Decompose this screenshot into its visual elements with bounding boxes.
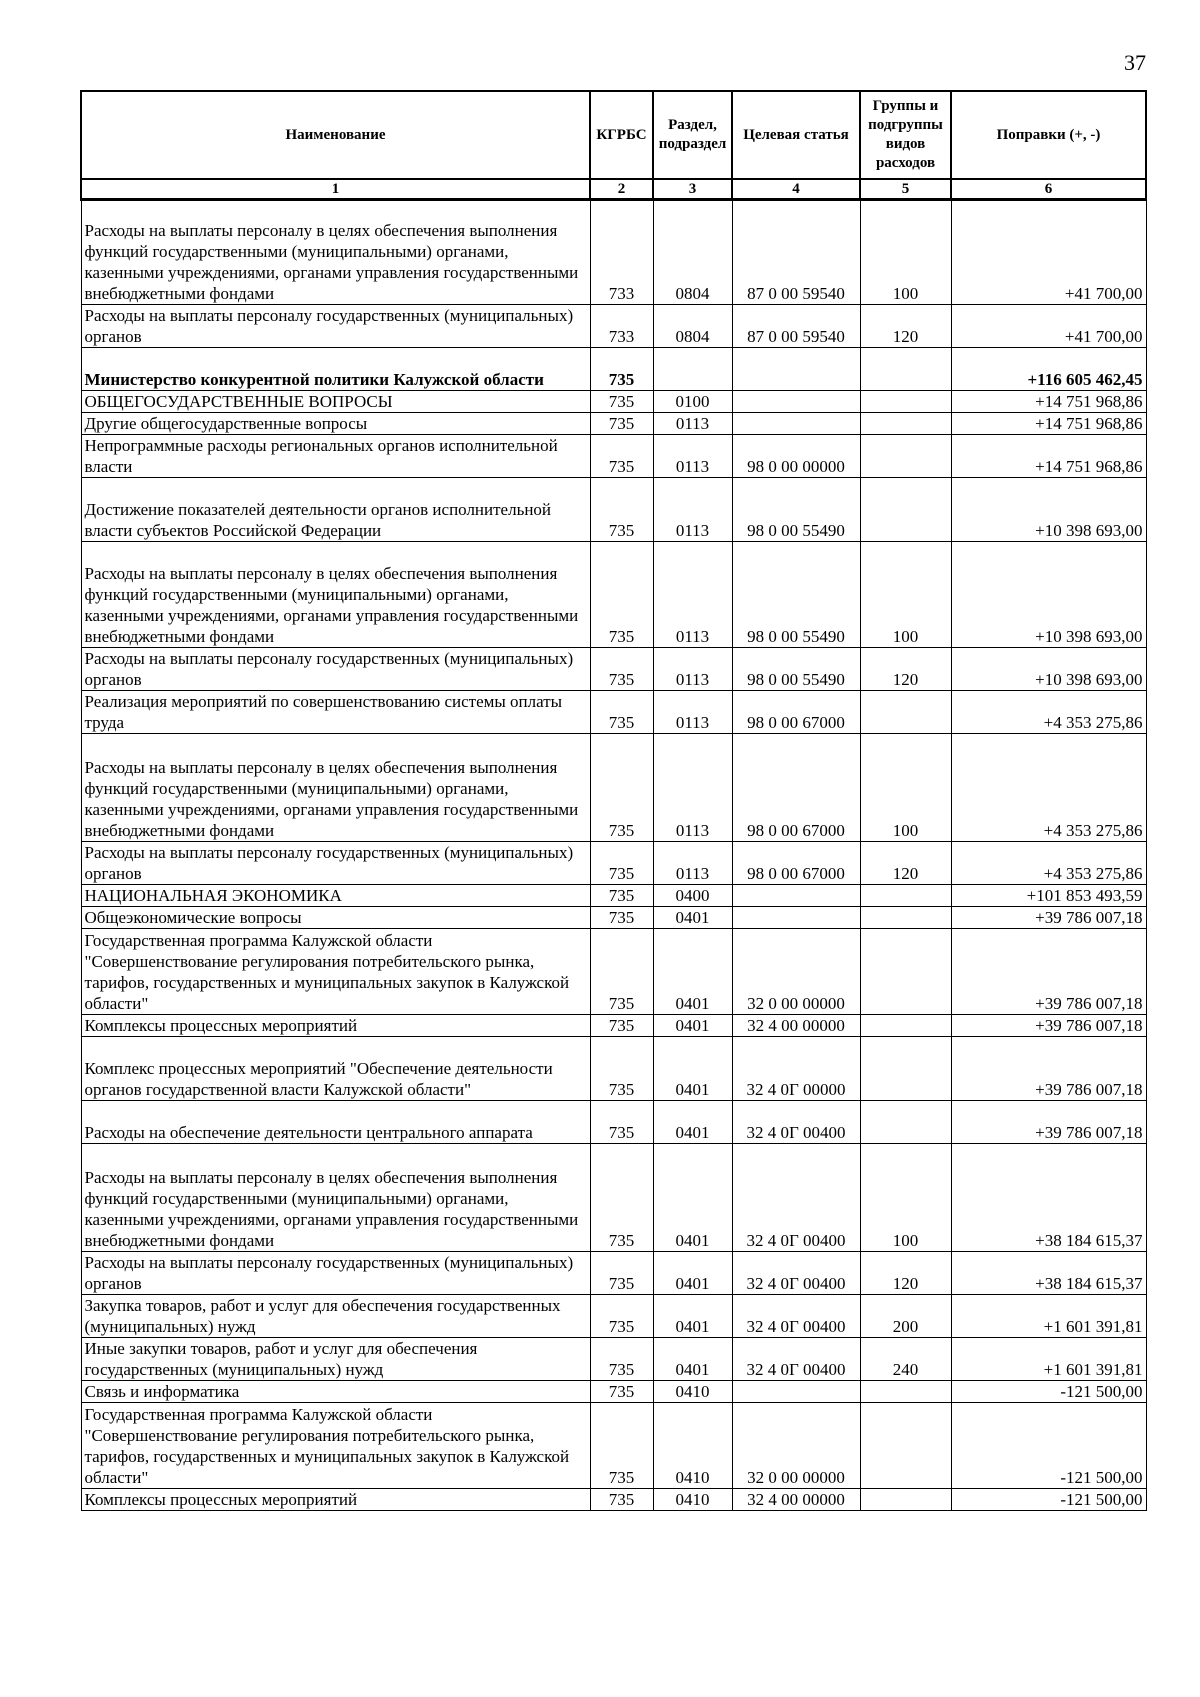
header-celevaya: Целевая статья — [732, 91, 860, 179]
budget-table — [80, 90, 1147, 1511]
cell-celevaya: 32 4 0Г 00400 — [732, 1101, 860, 1144]
cell-group — [860, 885, 951, 907]
cell-celevaya: 32 4 0Г 00400 — [732, 1144, 860, 1252]
cell-popravki: +14 751 968,86 — [951, 435, 1146, 478]
header-name: Наименование — [81, 91, 590, 179]
cell-kgrbs: 735 — [590, 1338, 653, 1381]
cell-name: Расходы на выплаты персоналу в целях обеспечения выполнения функций государственными (муниципальными) органами, казенными учреждениями, органами управления государственными внебюджетными фондами — [81, 734, 590, 842]
cell-kgrbs: 733 — [590, 305, 653, 348]
cell-razdel: 0401 — [653, 1252, 732, 1295]
table-row — [81, 542, 1146, 648]
cell-razdel: 0400 — [653, 885, 732, 907]
cell-celevaya: 98 0 00 67000 — [732, 734, 860, 842]
cell-razdel: 0401 — [653, 929, 732, 1015]
cell-popravki: +39 786 007,18 — [951, 929, 1146, 1015]
cell-celevaya — [732, 1381, 860, 1403]
cell-razdel: 0113 — [653, 648, 732, 691]
cell-group: 200 — [860, 1295, 951, 1338]
cell-name: Общеэкономические вопросы — [81, 907, 590, 929]
cell-popravki: +116 605 462,45 — [951, 348, 1146, 391]
table-row — [81, 1489, 1146, 1511]
header-razdel: Раздел, подраздел — [653, 91, 732, 179]
cell-name: Реализация мероприятий по совершенствованию системы оплаты труда — [81, 691, 590, 734]
cell-name: Расходы на выплаты персоналу государственных (муниципальных) органов — [81, 842, 590, 885]
cell-kgrbs: 735 — [590, 478, 653, 542]
cell-popravki: +41 700,00 — [951, 200, 1146, 305]
cell-celevaya: 98 0 00 67000 — [732, 842, 860, 885]
cell-group — [860, 929, 951, 1015]
cell-popravki: +4 353 275,86 — [951, 734, 1146, 842]
cell-kgrbs: 735 — [590, 885, 653, 907]
cell-razdel: 0100 — [653, 391, 732, 413]
cell-group — [860, 348, 951, 391]
cell-popravki: +14 751 968,86 — [951, 413, 1146, 435]
cell-name: Комплексы процессных мероприятий — [81, 1015, 590, 1037]
cell-name: Иные закупки товаров, работ и услуг для обеспечения государственных (муниципальных) нужд — [81, 1338, 590, 1381]
cell-group — [860, 1101, 951, 1144]
cell-group — [860, 391, 951, 413]
cell-popravki: +39 786 007,18 — [951, 1037, 1146, 1101]
cell-group: 240 — [860, 1338, 951, 1381]
cell-name: Другие общегосударственные вопросы — [81, 413, 590, 435]
cell-popravki: +1 601 391,81 — [951, 1295, 1146, 1338]
table-row — [81, 734, 1146, 842]
cell-group: 100 — [860, 542, 951, 648]
cell-celevaya: 98 0 00 55490 — [732, 478, 860, 542]
cell-kgrbs: 735 — [590, 1381, 653, 1403]
cell-razdel — [653, 348, 732, 391]
table-row — [81, 648, 1146, 691]
cell-kgrbs: 735 — [590, 1101, 653, 1144]
cell-group — [860, 435, 951, 478]
column-number: 3 — [653, 179, 732, 200]
cell-name: Связь и информатика — [81, 1381, 590, 1403]
cell-razdel: 0401 — [653, 1037, 732, 1101]
cell-razdel: 0401 — [653, 1101, 732, 1144]
column-number: 2 — [590, 179, 653, 200]
cell-popravki: -121 500,00 — [951, 1489, 1146, 1511]
cell-name: Расходы на выплаты персоналу в целях обеспечения выполнения функций государственными (муниципальными) органами, казенными учреждениями, органами управления государственными внебюджетными фондами — [81, 200, 590, 305]
cell-razdel: 0113 — [653, 691, 732, 734]
cell-kgrbs: 735 — [590, 1295, 653, 1338]
table-row — [81, 1015, 1146, 1037]
cell-kgrbs: 735 — [590, 1015, 653, 1037]
cell-razdel: 0401 — [653, 1015, 732, 1037]
column-number-row — [81, 179, 1146, 200]
cell-name: Расходы на выплаты персоналу государственных (муниципальных) органов — [81, 305, 590, 348]
cell-razdel: 0113 — [653, 413, 732, 435]
column-number: 1 — [81, 179, 590, 200]
cell-razdel: 0804 — [653, 305, 732, 348]
cell-group: 100 — [860, 200, 951, 305]
cell-kgrbs: 735 — [590, 734, 653, 842]
cell-kgrbs: 735 — [590, 1489, 653, 1511]
table-row — [81, 1295, 1146, 1338]
cell-name: Достижение показателей деятельности органов исполнительной власти субъектов Российской Федерации — [81, 478, 590, 542]
table-row — [81, 1338, 1146, 1381]
table-row — [81, 435, 1146, 478]
cell-popravki: +39 786 007,18 — [951, 907, 1146, 929]
cell-popravki: +10 398 693,00 — [951, 648, 1146, 691]
cell-kgrbs: 735 — [590, 542, 653, 648]
cell-kgrbs: 733 — [590, 200, 653, 305]
cell-group — [860, 907, 951, 929]
cell-popravki: +4 353 275,86 — [951, 691, 1146, 734]
table-row — [81, 885, 1146, 907]
table-row — [81, 1381, 1146, 1403]
cell-razdel: 0401 — [653, 1144, 732, 1252]
cell-celevaya: 87 0 00 59540 — [732, 305, 860, 348]
cell-kgrbs: 735 — [590, 648, 653, 691]
header-row — [81, 91, 1146, 179]
cell-name: Расходы на выплаты персоналу государственных (муниципальных) органов — [81, 1252, 590, 1295]
cell-kgrbs: 735 — [590, 929, 653, 1015]
cell-razdel: 0410 — [653, 1489, 732, 1511]
cell-group — [860, 478, 951, 542]
table-body — [81, 200, 1146, 1511]
cell-name: Министерство конкурентной политики Калужской области — [81, 348, 590, 391]
cell-kgrbs: 735 — [590, 435, 653, 478]
table-row — [81, 1403, 1146, 1489]
cell-kgrbs: 735 — [590, 413, 653, 435]
cell-celevaya: 98 0 00 55490 — [732, 542, 860, 648]
cell-celevaya: 32 4 0Г 00000 — [732, 1037, 860, 1101]
table-row — [81, 200, 1146, 305]
cell-razdel: 0113 — [653, 842, 732, 885]
table-row — [81, 1144, 1146, 1252]
cell-kgrbs: 735 — [590, 907, 653, 929]
table-row — [81, 929, 1146, 1015]
table-row — [81, 348, 1146, 391]
cell-celevaya — [732, 907, 860, 929]
cell-celevaya: 98 0 00 67000 — [732, 691, 860, 734]
cell-name: Закупка товаров, работ и услуг для обеспечения государственных (муниципальных) нужд — [81, 1295, 590, 1338]
cell-name: Комплексы процессных мероприятий — [81, 1489, 590, 1511]
cell-popravki: +14 751 968,86 — [951, 391, 1146, 413]
table-row — [81, 391, 1146, 413]
cell-popravki: +4 353 275,86 — [951, 842, 1146, 885]
table-row — [81, 305, 1146, 348]
cell-popravki: +10 398 693,00 — [951, 542, 1146, 648]
cell-group: 120 — [860, 305, 951, 348]
column-number: 6 — [951, 179, 1146, 200]
cell-kgrbs: 735 — [590, 1252, 653, 1295]
cell-group — [860, 691, 951, 734]
cell-razdel: 0410 — [653, 1403, 732, 1489]
cell-popravki: +41 700,00 — [951, 305, 1146, 348]
cell-popravki: +38 184 615,37 — [951, 1252, 1146, 1295]
cell-kgrbs: 735 — [590, 1144, 653, 1252]
header-popravki: Поправки (+, -) — [951, 91, 1146, 179]
cell-kgrbs: 735 — [590, 1403, 653, 1489]
cell-razdel: 0113 — [653, 542, 732, 648]
cell-group: 100 — [860, 734, 951, 842]
cell-razdel: 0113 — [653, 734, 732, 842]
cell-celevaya — [732, 413, 860, 435]
cell-group — [860, 1381, 951, 1403]
cell-celevaya: 98 0 00 00000 — [732, 435, 860, 478]
cell-kgrbs: 735 — [590, 1037, 653, 1101]
cell-razdel: 0401 — [653, 1295, 732, 1338]
cell-celevaya — [732, 885, 860, 907]
cell-celevaya: 87 0 00 59540 — [732, 200, 860, 305]
cell-popravki: +39 786 007,18 — [951, 1015, 1146, 1037]
cell-group — [860, 1403, 951, 1489]
cell-name: Непрограммные расходы региональных органов исполнительной власти — [81, 435, 590, 478]
cell-kgrbs: 735 — [590, 691, 653, 734]
header-kgrbs: КГРБС — [590, 91, 653, 179]
cell-razdel: 0113 — [653, 435, 732, 478]
cell-group — [860, 1489, 951, 1511]
cell-celevaya: 32 4 0Г 00400 — [732, 1338, 860, 1381]
cell-name: Расходы на выплаты персоналу государственных (муниципальных) органов — [81, 648, 590, 691]
cell-kgrbs: 735 — [590, 348, 653, 391]
table-row — [81, 1101, 1146, 1144]
cell-group — [860, 1015, 951, 1037]
cell-name: ОБЩЕГОСУДАРСТВЕННЫЕ ВОПРОСЫ — [81, 391, 590, 413]
cell-group: 120 — [860, 842, 951, 885]
cell-popravki: -121 500,00 — [951, 1403, 1146, 1489]
cell-razdel: 0113 — [653, 478, 732, 542]
table-row — [81, 842, 1146, 885]
cell-celevaya: 32 4 0Г 00400 — [732, 1252, 860, 1295]
cell-popravki: +10 398 693,00 — [951, 478, 1146, 542]
cell-popravki: +101 853 493,59 — [951, 885, 1146, 907]
cell-group: 120 — [860, 648, 951, 691]
cell-celevaya — [732, 348, 860, 391]
cell-razdel: 0804 — [653, 200, 732, 305]
cell-celevaya: 32 0 00 00000 — [732, 929, 860, 1015]
cell-name: Расходы на выплаты персоналу в целях обеспечения выполнения функций государственными (муниципальными) органами, казенными учреждениями, органами управления государственными внебюджетными фондами — [81, 542, 590, 648]
page-number: 37 — [1124, 50, 1146, 75]
column-number: 4 — [732, 179, 860, 200]
cell-name: Комплекс процессных мероприятий "Обеспечение деятельности органов государственной власти Калужской области" — [81, 1037, 590, 1101]
cell-popravki: +1 601 391,81 — [951, 1338, 1146, 1381]
cell-celevaya: 32 4 00 00000 — [732, 1489, 860, 1511]
cell-popravki: -121 500,00 — [951, 1381, 1146, 1403]
cell-name: НАЦИОНАЛЬНАЯ ЭКОНОМИКА — [81, 885, 590, 907]
cell-celevaya: 32 4 0Г 00400 — [732, 1295, 860, 1338]
cell-group: 120 — [860, 1252, 951, 1295]
cell-razdel: 0401 — [653, 907, 732, 929]
cell-razdel: 0401 — [653, 1338, 732, 1381]
cell-group — [860, 413, 951, 435]
table-row — [81, 478, 1146, 542]
table-row — [81, 1037, 1146, 1101]
cell-name: Государственная программа Калужской области "Совершенствование регулирования потребительского рынка, тарифов, государственных и муниципальных закупок в Калужской области" — [81, 1403, 590, 1489]
cell-kgrbs: 735 — [590, 842, 653, 885]
cell-celevaya: 32 4 00 00000 — [732, 1015, 860, 1037]
cell-group: 100 — [860, 1144, 951, 1252]
cell-razdel: 0410 — [653, 1381, 732, 1403]
cell-name: Расходы на обеспечение деятельности центрального аппарата — [81, 1101, 590, 1144]
cell-popravki: +39 786 007,18 — [951, 1101, 1146, 1144]
column-number: 5 — [860, 179, 951, 200]
table-row — [81, 413, 1146, 435]
cell-celevaya — [732, 391, 860, 413]
cell-name: Государственная программа Калужской области "Совершенствование регулирования потребительского рынка, тарифов, государственных и муниципальных закупок в Калужской области" — [81, 929, 590, 1015]
cell-celevaya: 98 0 00 55490 — [732, 648, 860, 691]
table-row — [81, 907, 1146, 929]
header-group: Группы и подгруппы видов расходов — [860, 91, 951, 179]
cell-group — [860, 1037, 951, 1101]
table-row — [81, 1252, 1146, 1295]
cell-name: Расходы на выплаты персоналу в целях обеспечения выполнения функций государственными (муниципальными) органами, казенными учреждениями, органами управления государственными внебюджетными фондами — [81, 1144, 590, 1252]
cell-celevaya: 32 0 00 00000 — [732, 1403, 860, 1489]
cell-popravki: +38 184 615,37 — [951, 1144, 1146, 1252]
table-row — [81, 691, 1146, 734]
cell-kgrbs: 735 — [590, 391, 653, 413]
